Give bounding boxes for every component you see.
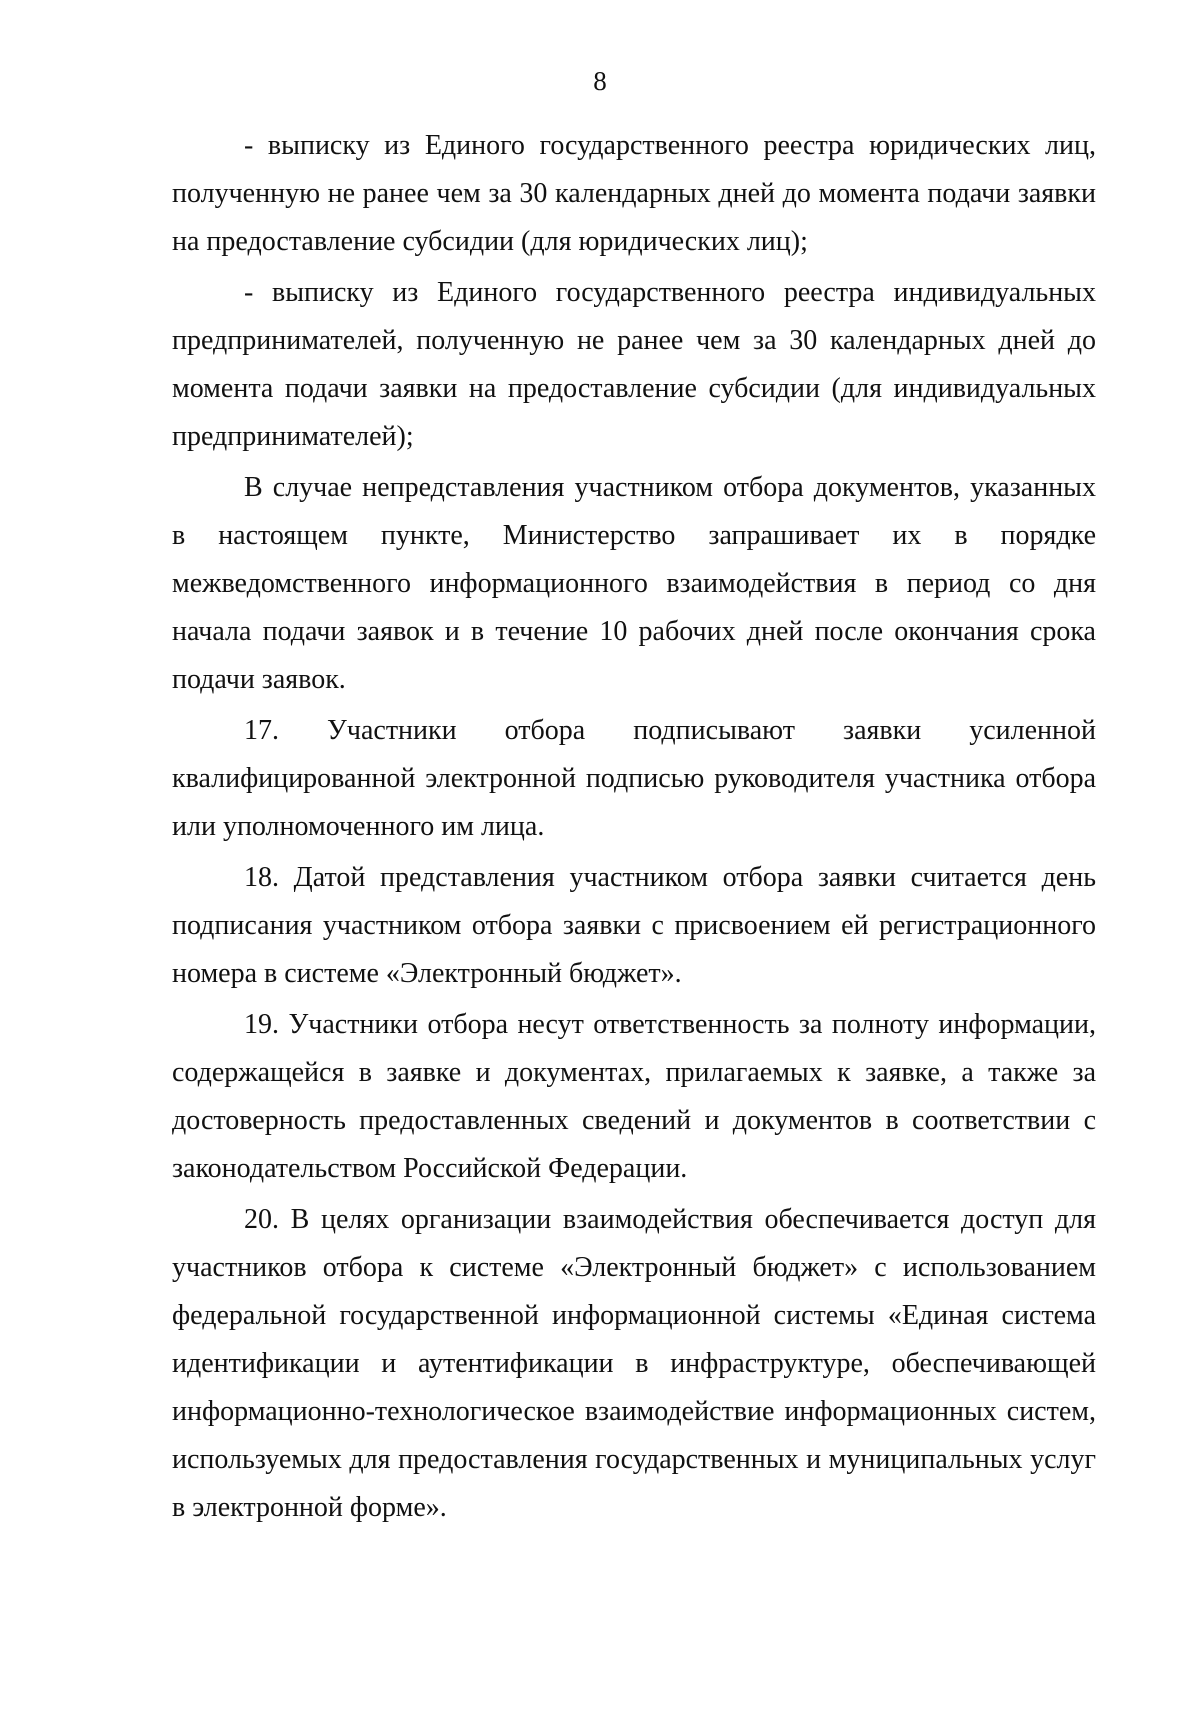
paragraph-ministry-request: В случае непредставления участником отбора документов, указанных в настоящем пункте, Министерство запрашивает их в порядке межведомственного информационного взаимодействия в период со дня начала подачи заявок и в течение 10 рабочих дней после окончания срока подачи заявок. (172, 472, 1096, 695)
paragraph-17-signature: 17. Участники отбора подписывают заявки усиленной квалифицированной электронной подписью руководителя участника отбора или уполномоченного им лица. (172, 715, 1096, 842)
paragraph-18-submission-date: 18. Датой представления участником отбора заявки считается день подписания участником отбора заявки с присвоением ей регистрационного номера в системе «Электронный бюджет». (172, 862, 1096, 989)
paragraph-20-system-access: 20. В целях организации взаимодействия обеспечивается доступ для участников отбора к системе «Электронный бюджет» с использованием федеральной государственной информационной системы «Единая система идентификации и аутентификации в инфраструктуре, обеспечивающей информационно-технологическое взаимодействие информационных систем, используемых для предоставления государственных и муниципальных услуг в электронной форме». (172, 1204, 1096, 1523)
paragraph-legal-entity-extract: - выписку из Единого государственного реестра юридических лиц, полученную не ранее чем за 30 календарных дней до момента подачи заявки на предоставление субсидии (для юридических лиц); (172, 130, 1096, 257)
paragraph-19-responsibility: 19. Участники отбора несут ответственность за полноту информации, содержащейся в заявке и документах, прилагаемых к заявке, а также за достоверность предоставленных сведений и документов в соответствии с законодательством Российской Федерации. (172, 1009, 1096, 1184)
document-body (172, 122, 1096, 1535)
paragraph-entrepreneur-extract: - выписку из Единого государственного реестра индивидуальных предпринимателей, полученную не ранее чем за 30 календарных дней до момента подачи заявки на предоставление субсидии (для индивидуальных предпринимателей); (172, 277, 1096, 452)
page-number: 8 (593, 66, 607, 96)
